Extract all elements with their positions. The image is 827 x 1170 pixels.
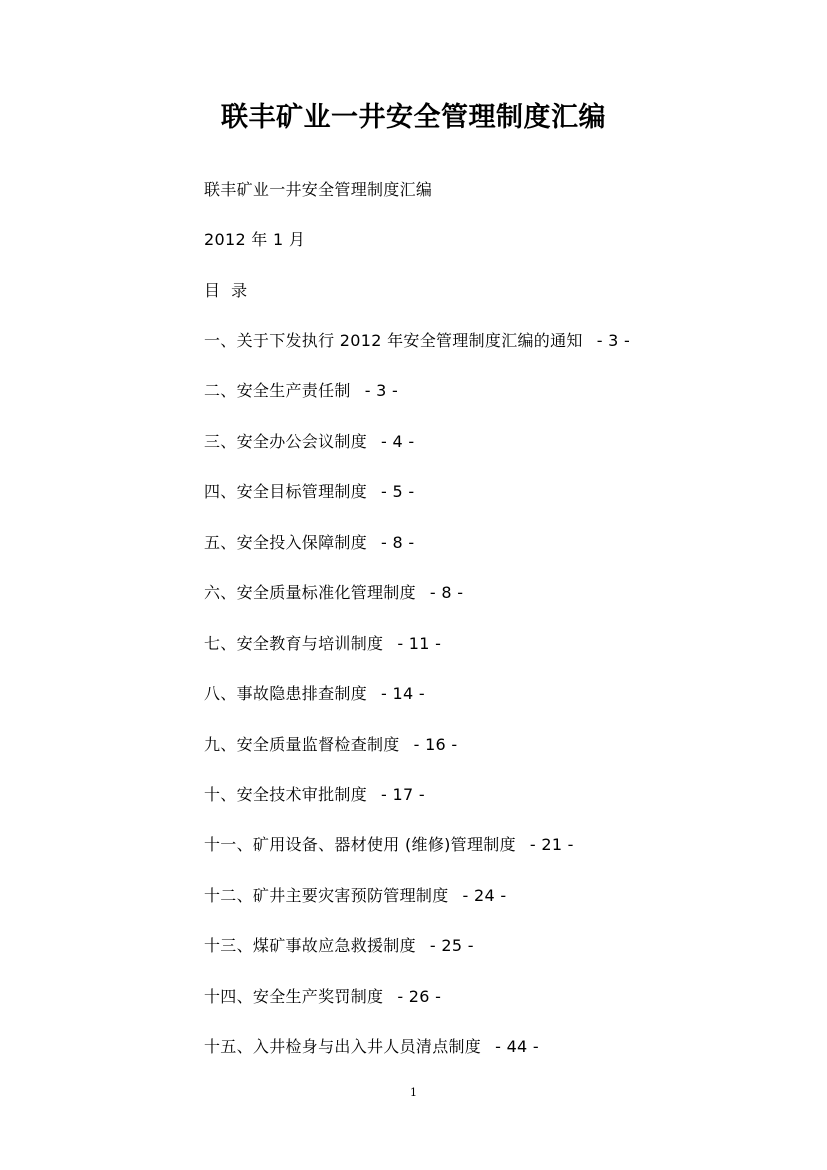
toc-item [204, 734, 458, 756]
toc-item [204, 431, 414, 453]
toc-item [204, 582, 463, 604]
toc-item [204, 481, 414, 503]
toc-item-title: 十一、矿用设备、器材使用 (维修)管理制度 [204, 835, 516, 854]
toc-item-page: - 44 - [495, 1037, 539, 1056]
toc-item-page: - 25 - [429, 936, 474, 955]
toc-item-page: - 14 - [381, 684, 425, 703]
toc-item-page: - 3 - [364, 381, 399, 400]
toc-item [204, 834, 574, 856]
toc-item-page: - 8 - [381, 533, 415, 552]
toc-item-title: 五、安全投入保障制度 [204, 533, 368, 552]
toc-item-page: - 11 - [397, 634, 442, 653]
toc-item [204, 885, 506, 907]
toc-item-title: 十、安全技术审批制度 [204, 785, 368, 804]
toc-item-page: - 3 - [596, 331, 631, 350]
toc-item-page: - 16 - [413, 735, 458, 754]
toc-item [204, 986, 441, 1008]
toc-item-title: 十二、矿井主要灾害预防管理制度 [204, 886, 449, 905]
toc-item-title: 六、安全质量标准化管理制度 [204, 583, 416, 602]
toc-item-page: - 17 - [381, 785, 425, 804]
toc-item [204, 935, 474, 957]
toc-item-title: 八、事故隐患排查制度 [204, 684, 368, 703]
toc-item-title: 四、安全目标管理制度 [204, 482, 368, 501]
toc-item-title: 二、安全生产责任制 [204, 381, 351, 400]
page-number: 1 [410, 1086, 417, 1099]
document-date: 2012 年 1 月 [204, 230, 306, 249]
toc-item-page: - 4 - [381, 432, 415, 451]
document-subtitle: 联丰矿业一井安全管理制度汇编 [204, 180, 433, 199]
toc-item [204, 330, 630, 352]
toc-item-title: 十三、煤矿事故应急救援制度 [204, 936, 416, 955]
toc-item-page: - 21 - [529, 835, 574, 854]
toc-item-title: 七、安全教育与培训制度 [204, 634, 384, 653]
toc-item [204, 683, 425, 705]
toc-item-page: - 26 - [397, 987, 442, 1006]
document-title: 联丰矿业一井安全管理制度汇编 [221, 102, 606, 133]
toc-item-title: 十四、安全生产奖罚制度 [204, 987, 384, 1006]
toc-item [204, 784, 425, 806]
toc-heading: 目 录 [204, 281, 248, 300]
toc-item [204, 633, 441, 655]
toc-item [204, 532, 414, 554]
toc-item-page: - 24 - [462, 886, 507, 905]
toc-item-title: 三、安全办公会议制度 [204, 432, 368, 451]
toc-item-page: - 8 - [429, 583, 464, 602]
toc-item-title: 一、关于下发执行 2012 年安全管理制度汇编的通知 [204, 331, 583, 350]
toc-item [204, 1036, 539, 1058]
toc-item-page: - 5 - [381, 482, 415, 501]
toc-item-title: 九、安全质量监督检查制度 [204, 735, 400, 754]
toc-item-title: 十五、入井检身与出入井人员清点制度 [204, 1037, 482, 1056]
toc-item [204, 380, 398, 402]
